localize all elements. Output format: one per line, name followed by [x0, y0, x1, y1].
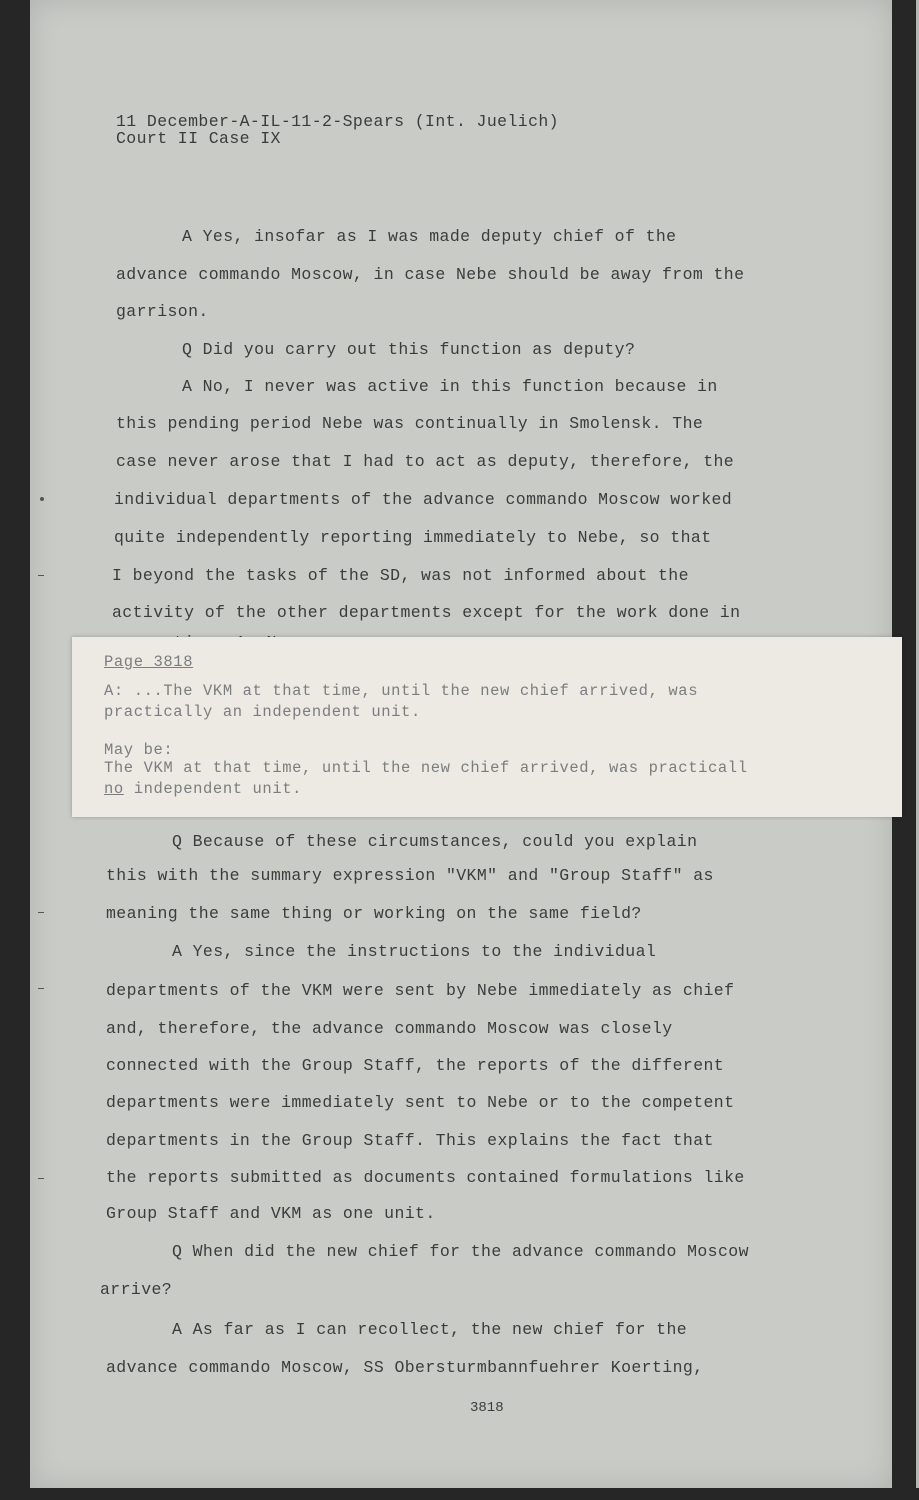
body-line: A Yes, since the instructions to the individual: [172, 942, 657, 961]
body-line: Q Because of these circumstances, could you explain: [172, 832, 698, 851]
body-line: this with the summary expression "VKM" and "Group Staff" as: [106, 866, 714, 885]
slip-original-line-1: A: ...The VKM at that time, until the new chief arrived, was: [104, 682, 699, 700]
body-line: advance commando Moscow, SS Obersturmbannfuehrer Koerting,: [106, 1358, 704, 1377]
slip-corrected-line-2: [104, 780, 302, 798]
slip-page-ref: [104, 653, 193, 671]
body-line: case never arose that I had to act as deputy, therefore, the: [116, 452, 735, 471]
body-line: this pending period Nebe was continually in Smolensk. The: [116, 414, 704, 433]
body-line: A As far as I can recollect, the new chief for the: [172, 1320, 688, 1339]
slip-maybe-label: May be:: [104, 741, 174, 759]
slip-original-line-2: practically an independent unit.: [104, 703, 421, 721]
body-line: the reports submitted as documents contained formulations like: [106, 1168, 745, 1187]
slip-corrected-line-1: The VKM at that time, until the new chief arrived, was practicall: [104, 759, 748, 777]
body-line: Group Staff and VKM as one unit.: [106, 1204, 436, 1223]
header-line-1: 11 December-A-IL-11-2-Spears (Int. Juelich): [116, 112, 559, 131]
body-line: quite independently reporting immediately to Nebe, so that: [114, 528, 712, 547]
body-line: garrison.: [116, 302, 209, 321]
margin-mark: [38, 575, 44, 576]
page-number: 3818: [470, 1400, 504, 1416]
body-line: arrive?: [100, 1280, 173, 1299]
body-line: Q Did you carry out this function as deputy?: [182, 340, 636, 359]
body-line: Q When did the new chief for the advance commando Moscow: [172, 1242, 749, 1261]
body-line: activity of the other departments except for the work done in: [112, 603, 741, 622]
body-line: advance commando Moscow, in case Nebe should be away from the: [116, 265, 745, 284]
body-line: and, therefore, the advance commando Moscow was closely: [106, 1019, 673, 1038]
margin-mark: [38, 1178, 44, 1179]
body-line: individual departments of the advance commando Moscow worked: [114, 490, 733, 509]
slip-page-ref-text: Page 3818: [104, 653, 194, 671]
margin-mark: [38, 988, 44, 989]
body-line: I beyond the tasks of the SD, was not informed about the: [112, 566, 689, 585]
body-line: connected with the Group Staff, the reports of the different: [106, 1056, 725, 1075]
body-line: departments were immediately sent to Nebe or to the competent: [106, 1093, 735, 1112]
body-line: departments in the Group Staff. This explains the fact that: [106, 1131, 714, 1150]
margin-mark: [40, 497, 44, 501]
errata-slip: [72, 637, 902, 817]
body-line: meaning the same thing or working on the same field?: [106, 904, 642, 923]
body-line: departments of the VKM were sent by Nebe immediately as chief: [106, 981, 735, 1000]
header-line-2: Court II Case IX: [116, 129, 281, 148]
body-line: A No, I never was active in this function because in: [182, 377, 718, 396]
slip-underlined-word: no: [104, 780, 124, 798]
slip-corrected-rest: independent unit.: [123, 780, 303, 798]
margin-mark: [38, 912, 44, 913]
body-line: A Yes, insofar as I was made deputy chief of the: [182, 227, 677, 246]
